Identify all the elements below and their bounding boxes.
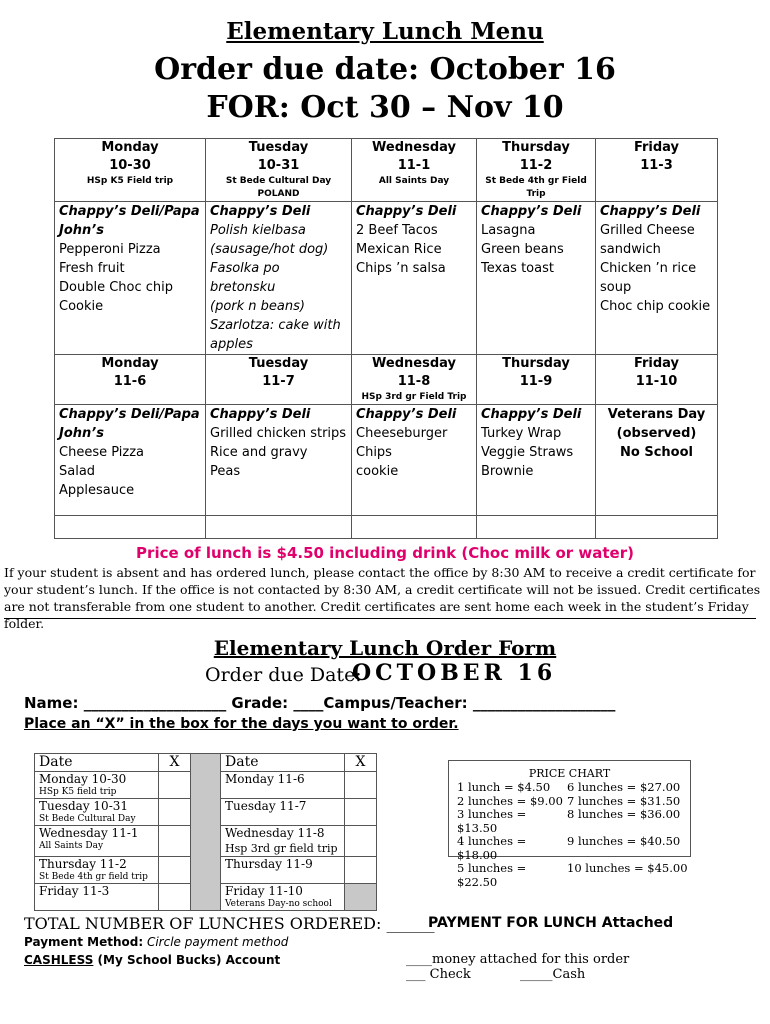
menu-item: Applesauce: [59, 483, 135, 498]
day-note: St Bede 4th gr Field: [485, 176, 587, 186]
cash-option[interactable]: _____Cash: [520, 967, 586, 982]
order-checkbox-tuesday-11-7[interactable]: [345, 799, 377, 826]
order-due-date: OCTOBER 16: [352, 660, 557, 686]
day-header-monday: [55, 139, 206, 202]
price-entry: 6 lunches = $27.00: [567, 780, 681, 794]
menu-vendor: Chappy’s Deli: [356, 204, 457, 219]
day-name: Monday: [101, 356, 159, 371]
day-date: 11-6: [113, 374, 147, 389]
menu-item: Polish kielbasa: [210, 223, 306, 238]
menu-cell-monday: [55, 202, 206, 355]
menu-vendor: Chappy’s Deli/Papa John’s: [59, 407, 200, 441]
order-day-note: HSp K5 field trip: [39, 787, 117, 797]
holiday-label: No School: [620, 445, 693, 460]
day-date: 11-9: [519, 374, 553, 389]
price-entry: 7 lunches = $31.50: [567, 793, 681, 808]
day-header-friday: [596, 355, 718, 405]
order-day: Monday 10-30: [39, 772, 127, 786]
price-chart-rows: [457, 781, 688, 889]
price-entry: 2 lunches = $9.00: [457, 793, 563, 808]
menu-cell-friday: [596, 405, 718, 516]
order-checkbox-wednesday-11-1[interactable]: [159, 826, 191, 857]
payment-method-label: Payment Method:: [24, 935, 144, 949]
menu-item: Green beans: [481, 242, 564, 257]
menu-vendor: Chappy’s Deli: [600, 204, 701, 219]
day-name: Tuesday: [248, 140, 309, 155]
day-name: Tuesday: [248, 356, 309, 371]
day-date: 11-8: [397, 374, 431, 389]
menu-cell-tuesday: [206, 405, 352, 516]
menu-item: Chips ’n salsa: [356, 261, 446, 276]
order-day-cell: [35, 799, 159, 826]
day-date: 11-3: [640, 158, 673, 173]
menu-item: Texas toast: [481, 261, 554, 276]
menu-item: Lasagna: [481, 223, 536, 238]
order-day: Tuesday 10-31: [39, 799, 129, 813]
order-day-cell: [35, 826, 159, 857]
empty-cell: [55, 516, 206, 539]
menu-item: Fasolka po bretonsku: [210, 261, 280, 295]
day-name: Wednesday: [372, 356, 456, 371]
order-day-cell: [221, 857, 345, 884]
price-entry: 1 lunch = $4.50: [457, 780, 551, 794]
check-option[interactable]: ___ Check: [406, 967, 471, 982]
order-day-cell: [221, 826, 345, 857]
menu-item: Peas: [210, 464, 241, 479]
menu-cell-wednesday: [352, 202, 477, 355]
cashless-label: CASHLESS: [24, 953, 94, 967]
day-name: Friday: [633, 140, 680, 155]
menu-item: Pepperoni Pizza: [59, 242, 161, 257]
order-due-label: Order due Date:: [205, 664, 362, 686]
divider: [4, 618, 756, 619]
lunch-price-line: Price of lunch is $4.50 including drink (Choc milk or water): [136, 544, 634, 562]
cashless-rest: (My School Bucks) Account: [93, 953, 281, 967]
day-note: St Bede Cultural Day: [225, 176, 332, 186]
menu-item: (pork n beans): [210, 299, 305, 314]
order-day-note: All Saints Day: [39, 841, 104, 851]
order-day-cell: [221, 799, 345, 826]
empty-cell: [477, 516, 596, 539]
x-column-header: X: [345, 754, 377, 772]
order-checkbox-friday-11-10-disabled: [345, 884, 377, 911]
empty-cell: [352, 516, 477, 539]
order-day-cell: [35, 857, 159, 884]
price-row: [457, 862, 688, 889]
menu-cell-wednesday: [352, 405, 477, 516]
name-grade-teacher-fields[interactable]: Name: ___________________ Grade: ____Campus/Teacher: ___________________: [24, 694, 616, 712]
order-form-title: Elementary Lunch Order Form: [213, 636, 557, 660]
week1-items-row: [55, 202, 718, 355]
price-chart-title: PRICE CHART: [528, 767, 611, 780]
empty-cell: [206, 516, 352, 539]
absence-notice: If your student is absent and has ordered lunch, please contact the office by 8:30 AM to receive a credit certificate for your student’s lunch. If the office is not contacted by 8:30 AM, a credit certificate will not be issued. Credit certificates are not transferable from one student to another. Credit certificates are sent home each week in the student’s Friday folder.: [4, 565, 761, 631]
price-row: [457, 795, 688, 809]
day-note: HSp K5 Field trip: [86, 176, 174, 186]
day-note: Trip: [526, 189, 546, 199]
menu-vendor: Chappy’s Deli: [356, 407, 457, 422]
menu-item: Mexican Rice: [356, 242, 442, 257]
day-date: 10-30: [109, 158, 151, 173]
week2-day-header-row: [55, 355, 718, 405]
order-checkbox-friday-11-3[interactable]: [159, 884, 191, 911]
order-checkbox-thursday-11-9[interactable]: [345, 857, 377, 884]
payment-attached-heading: PAYMENT FOR LUNCH Attached: [428, 915, 674, 931]
order-checkbox-monday-10-30[interactable]: [159, 772, 191, 799]
menu-item: Veggie Straws: [481, 445, 574, 460]
payment-method-hint: Circle payment method: [146, 935, 289, 949]
date-column-header: Date: [221, 754, 345, 772]
shaded-separator: [191, 754, 221, 911]
day-note: All Saints Day: [378, 176, 450, 186]
menu-item: (sausage/hot dog): [210, 242, 329, 257]
day-date: 11-10: [635, 374, 678, 389]
menu-item: 2 Beef Tacos: [356, 223, 438, 238]
menu-item: Grilled Cheese: [600, 223, 695, 238]
menu-table: [54, 138, 718, 539]
day-header-tuesday: [206, 355, 352, 405]
price-entry: 10 lunches = $45.00: [567, 861, 688, 875]
price-row: [457, 835, 688, 862]
price-chart: [448, 760, 691, 889]
empty-cell: [596, 516, 718, 539]
day-header-tuesday: [206, 139, 352, 202]
menu-vendor: Chappy’s Deli: [481, 407, 582, 422]
day-header-wednesday: [352, 355, 477, 405]
payment-method-line: [24, 935, 288, 949]
menu-date-range: FOR: Oct 30 – Nov 10: [206, 90, 564, 125]
menu-vendor: Chappy’s Deli/Papa John’s: [59, 204, 200, 238]
total-lunches-field[interactable]: TOTAL NUMBER OF LUNCHES ORDERED: ______: [24, 914, 435, 933]
menu-vendor: Chappy’s Deli: [210, 204, 311, 219]
day-header-friday: [596, 139, 718, 202]
day-name: Friday: [633, 356, 680, 371]
order-day-note: St Bede 4th gr field trip: [39, 872, 148, 882]
menu-item: Fresh fruit: [59, 261, 125, 276]
menu-cell-thursday: [477, 202, 596, 355]
price-entry: 5 lunches = $22.50: [457, 861, 527, 889]
holiday-label: (observed): [616, 426, 697, 441]
day-note: HSp 3rd gr Field Trip: [361, 392, 467, 402]
price-entry: 9 lunches = $40.50: [567, 834, 681, 848]
menu-item: Chips: [356, 445, 392, 460]
order-day: Tuesday 11-7: [225, 799, 307, 813]
price-row: [457, 808, 688, 835]
menu-cell-thursday: [477, 405, 596, 516]
order-table: [34, 753, 377, 911]
cashless-option[interactable]: [24, 953, 280, 967]
order-day-note: St Bede Cultural Day: [39, 814, 136, 824]
money-attached-field[interactable]: ____money attached for this order: [406, 952, 630, 967]
week1-day-header-row: [55, 139, 718, 202]
date-column-header: Date: [35, 754, 159, 772]
menu-vendor: Chappy’s Deli: [481, 204, 582, 219]
menu-item: apples: [210, 337, 253, 352]
order-checkbox-wednesday-11-8[interactable]: [345, 826, 377, 857]
menu-item: Cookie: [59, 299, 104, 314]
order-day-cell: [221, 772, 345, 799]
menu-item: Salad: [59, 464, 96, 479]
day-date: 11-2: [519, 158, 553, 173]
price-entry: 4 lunches = $18.00: [457, 834, 527, 862]
order-day-note: Veterans Day-no school: [225, 899, 332, 909]
order-day: Monday 11-6: [225, 772, 305, 786]
menu-cell-monday: [55, 405, 206, 516]
empty-row: [55, 516, 718, 539]
order-due-heading: Order due date: October 16: [154, 52, 616, 87]
order-checkbox-monday-11-6[interactable]: [345, 772, 377, 799]
x-column-header: X: [159, 754, 191, 772]
price-entry: 8 lunches = $36.00: [567, 807, 681, 821]
menu-item: Chicken ’n rice: [600, 261, 697, 276]
order-header-row: [35, 754, 377, 772]
order-day-note: Hsp 3rd gr field trip: [225, 842, 338, 855]
day-header-wednesday: [352, 139, 477, 202]
holiday-label: Veterans Day: [607, 407, 706, 422]
order-day-cell: [221, 884, 345, 911]
day-date: 11-7: [262, 374, 295, 389]
day-name: Thursday: [502, 356, 570, 371]
menu-item: soup: [600, 280, 632, 295]
day-header-thursday: [477, 355, 596, 405]
menu-cell-friday: [596, 202, 718, 355]
menu-item: Cheese Pizza: [59, 445, 144, 460]
menu-item: cookie: [356, 464, 399, 479]
order-day: Wednesday 11-8: [225, 826, 325, 840]
order-day: Thursday 11-2: [39, 857, 127, 871]
order-day: Friday 11-3: [39, 884, 110, 898]
menu-item: Double Choc chip: [59, 280, 173, 295]
price-row: [457, 781, 688, 795]
order-day: Thursday 11-9: [225, 857, 313, 871]
week2-items-row: [55, 405, 718, 516]
price-entry: 3 lunches = $13.50: [457, 807, 527, 835]
menu-item: Choc chip cookie: [600, 299, 711, 314]
day-name: Thursday: [502, 140, 570, 155]
day-header-thursday: [477, 139, 596, 202]
day-date: 10-31: [257, 158, 300, 173]
menu-item: Rice and gravy: [210, 445, 308, 460]
menu-cell-tuesday: [206, 202, 352, 355]
day-note: POLAND: [257, 189, 300, 199]
menu-item: Grilled chicken strips: [210, 426, 347, 441]
menu-item: Cheeseburger: [356, 426, 448, 441]
order-day-cell: [35, 884, 159, 911]
day-date: 11-1: [397, 158, 431, 173]
order-day: Friday 11-10: [225, 884, 303, 898]
order-day: Wednesday 11-1: [39, 826, 139, 840]
menu-item: Brownie: [481, 464, 534, 479]
menu-item: Szarlotza: cake with: [210, 318, 341, 333]
order-instruction: Place an “X” in the box for the days you want to order.: [24, 716, 459, 732]
order-checkbox-thursday-11-2[interactable]: [159, 857, 191, 884]
menu-item: sandwich: [600, 242, 661, 257]
order-checkbox-tuesday-10-31[interactable]: [159, 799, 191, 826]
day-header-monday: [55, 355, 206, 405]
day-name: Wednesday: [372, 140, 456, 155]
menu-vendor: Chappy’s Deli: [210, 407, 311, 422]
day-name: Monday: [101, 140, 159, 155]
menu-item: Turkey Wrap: [481, 426, 562, 441]
order-day-cell: [35, 772, 159, 799]
menu-title: Elementary Lunch Menu: [226, 18, 544, 45]
